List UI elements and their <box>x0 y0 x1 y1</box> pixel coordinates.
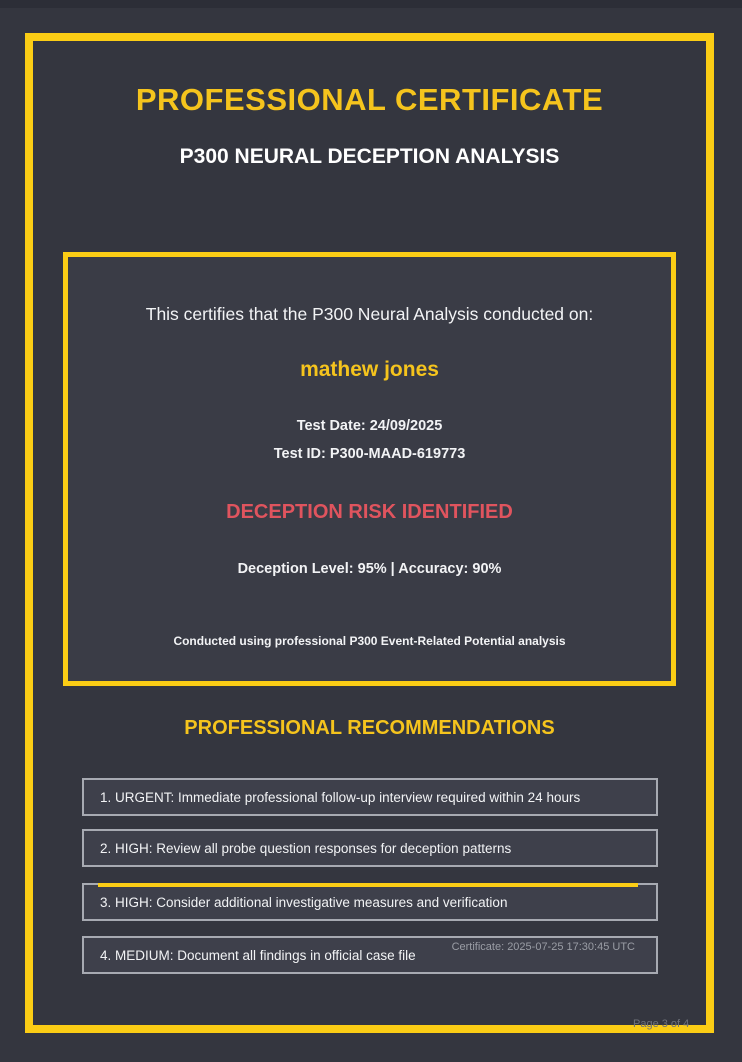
page-top-edge-divider <box>0 0 742 8</box>
page-subtitle: P300 NEURAL DECEPTION ANALYSIS <box>179 145 560 168</box>
subject-name: mathew jones <box>300 358 439 381</box>
test-id: Test ID: P300-MAAD-619773 <box>273 446 466 462</box>
page-number: Page 3 of 4 <box>633 1018 690 1030</box>
recommendation-text: 3. HIGH: Consider additional investigative measures and verification <box>100 894 508 910</box>
result-status: DECEPTION RISK IDENTIFIED <box>226 501 513 523</box>
recommendation-text: 1. URGENT: Immediate professional follow-up interview required within 24 hours <box>100 789 581 805</box>
certificate-timestamp: Certificate: 2025-07-25 17:30:45 UTC <box>451 941 635 953</box>
deception-metrics: Deception Level: 95% | Accuracy: 90% <box>237 561 502 577</box>
recommendations-heading: PROFESSIONAL RECOMMENDATIONS <box>184 717 555 739</box>
test-date: Test Date: 24/09/2025 <box>296 418 443 434</box>
method-note: Conducted using professional P300 Event-Related Potential analysis <box>173 634 566 648</box>
result-panel <box>63 252 676 686</box>
recommendation-item-1 <box>82 778 658 816</box>
recommendation-item-2 <box>82 829 658 867</box>
recommendation-text: 4. MEDIUM: Document all findings in official case file <box>100 947 416 963</box>
recommendation-item-3 <box>82 883 658 921</box>
yellow-accent-bar <box>98 883 638 887</box>
certification-intro-text: This certifies that the P300 Neural Analysis conducted on: <box>145 304 594 324</box>
recommendation-text: 2. HIGH: Review all probe question responses for deception patterns <box>100 840 512 856</box>
page-title: PROFESSIONAL CERTIFICATE <box>135 82 604 117</box>
